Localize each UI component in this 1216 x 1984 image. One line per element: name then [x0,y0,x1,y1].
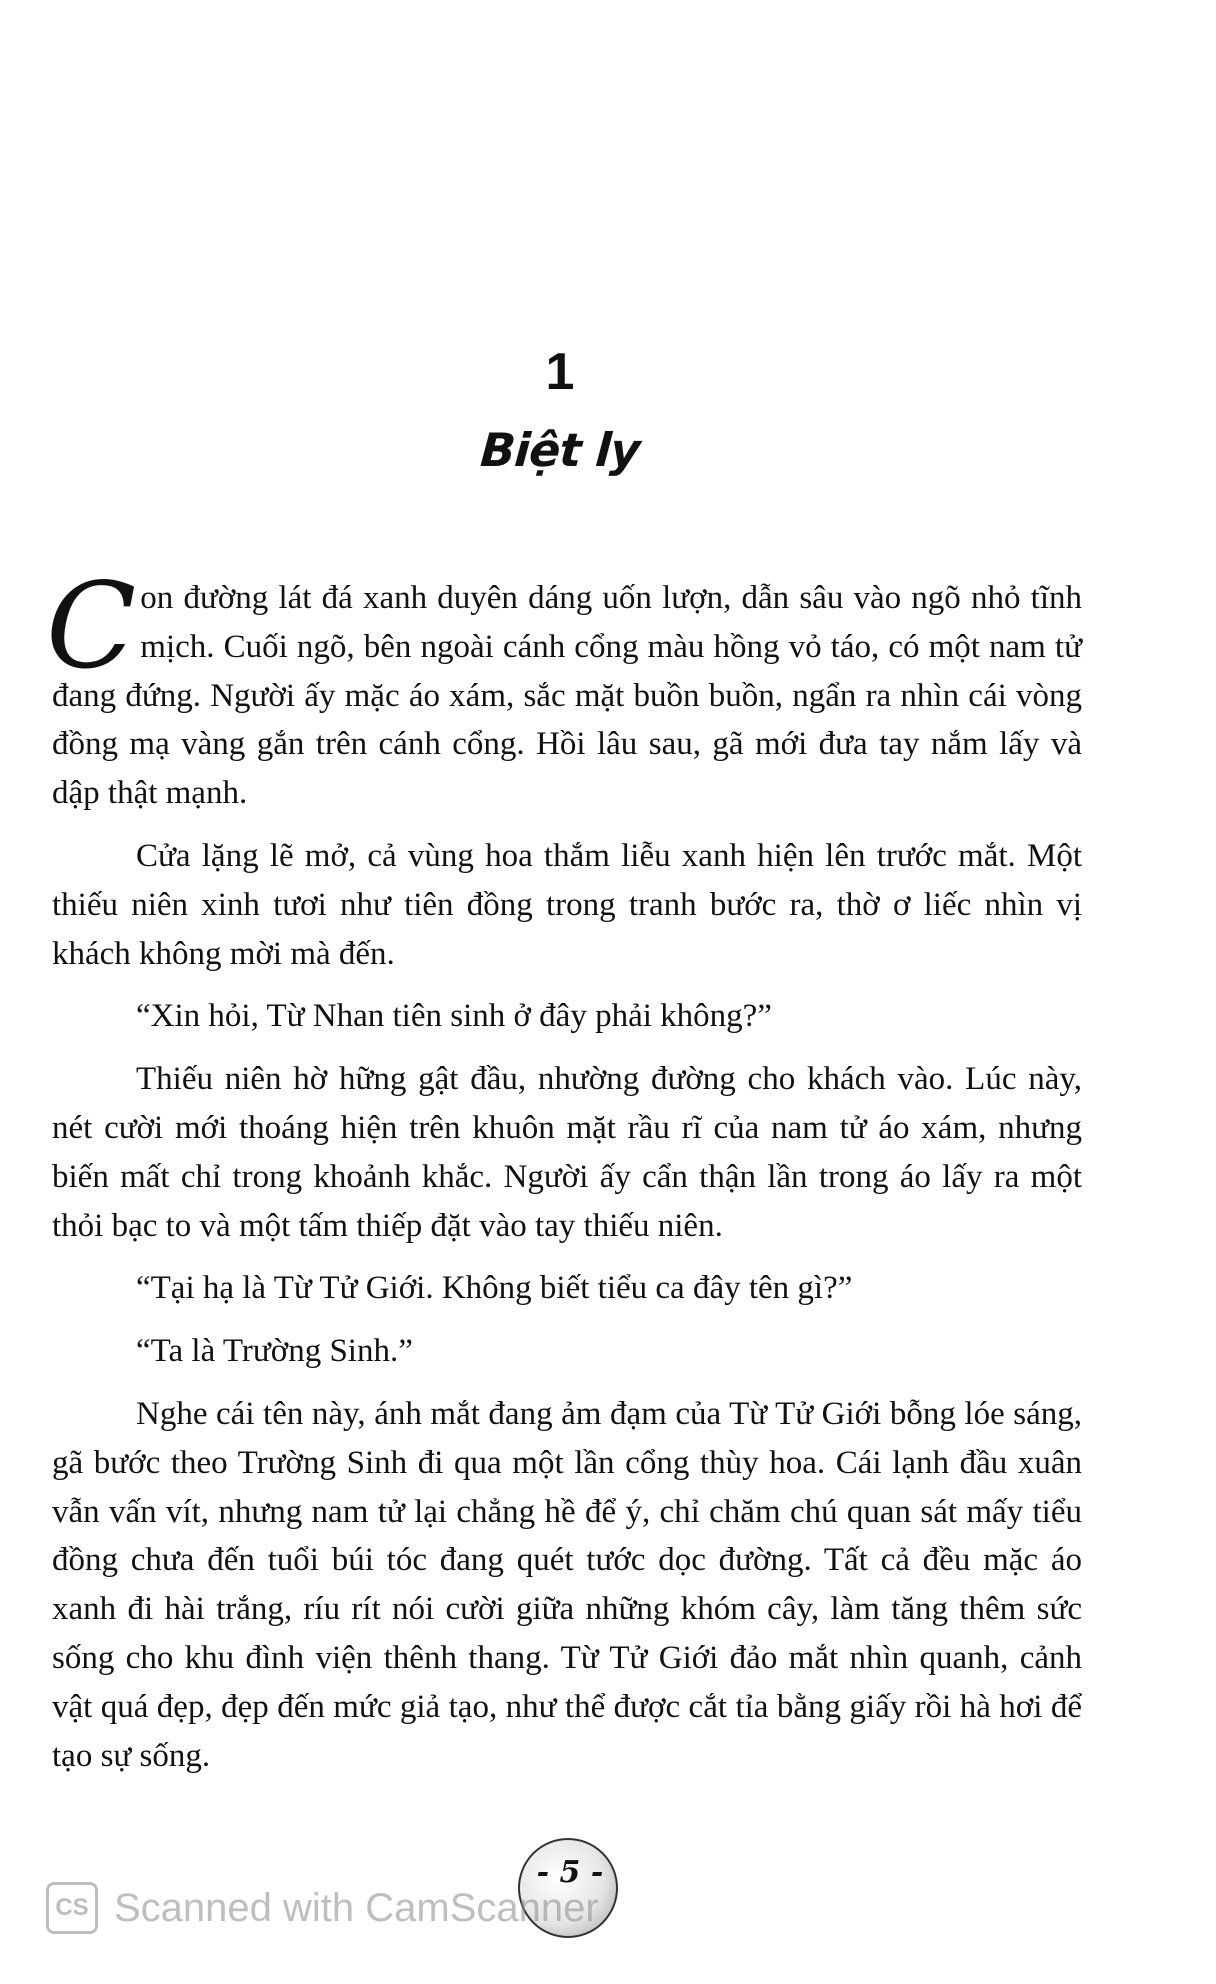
camscanner-logo-icon: CS [46,1882,98,1934]
chapter-body [46,557,1082,1794]
page-number: - 5 - [536,1855,604,1890]
paragraph: “Tại hạ là Từ Tử Giới. Không biết tiểu ca đây tên gì?” [136,1270,853,1307]
chapter-number: 1 [545,343,575,401]
paragraph-text: on đường lát đá xanh duyên dáng uốn lượn, dẫn sâu vào ngõ nhỏ tĩnh mịch. Cuối ngõ, bên ngoài cánh cổng màu hồng vỏ táo, có một nam tử đang đứng. Người ấy mặc áo xám, sắc mặt buồn buồn, ngẩn ra nhìn cái vòng đồng mạ vàng gắn trên cánh cổng. Hồi lâu sau, gã mới đưa tay nắm lấy và dập thật mạnh. [52,580,1082,812]
paragraph: Nghe cái tên này, ánh mắt đang ảm đạm của Từ Tử Giới bỗng lóe sáng, gã bước theo Trường Sinh đi qua một lần cổng thùy hoa. Cái lạnh đầu xuân vẫn vấn vít, nhưng nam tử lại chẳng hề để ý, chỉ chăm chú quan sát mấy tiểu đồng chưa đến tuổi búi tóc đang quét tước dọc đường. Tất cả đều mặc áo xanh đi hài trắng, ríu rít nói cười giữa những khóm cây, làm tăng thêm sức sống cho khu đình viện thênh thang. Từ Tử Giới đảo mắt nhìn quanh, cảnh vật quá đẹp, đẹp đến mức giả tạo, như thể được cắt tỉa bằng giấy rồi hà hơi để tạo sự sống. [52,1395,1082,1774]
paragraph: Cửa lặng lẽ mở, cả vùng hoa thắm liễu xanh hiện lên trước mắt. Một thiếu niên xinh tươi như tiên đồng trong tranh bước ra, thờ ơ liếc nhìn vị khách không mời mà đến. [52,837,1082,972]
chapter-title: Biệt ly [478,423,642,477]
scanner-watermark [46,1880,599,1936]
drop-cap: C [46,557,137,695]
watermark-text: Scanned with CamScanner [114,1885,599,1930]
paragraph [46,557,1082,818]
paragraph: “Ta là Trường Sinh.” [136,1333,413,1370]
paragraph: Thiếu niên hờ hững gật đầu, nhường đường cho khách vào. Lúc này, nét cười mới thoáng hiện trên khuôn mặt rầu rĩ của nam tử áo xám, nhưng biến mất chỉ trong khoảnh khắc. Người ấy cẩn thận lần trong áo lấy ra một thỏi bạc to và một tấm thiếp đặt vào tay thiếu niên. [52,1061,1082,1244]
paragraph: “Xin hỏi, Từ Nhan tiên sinh ở đây phải không?” [136,998,772,1035]
